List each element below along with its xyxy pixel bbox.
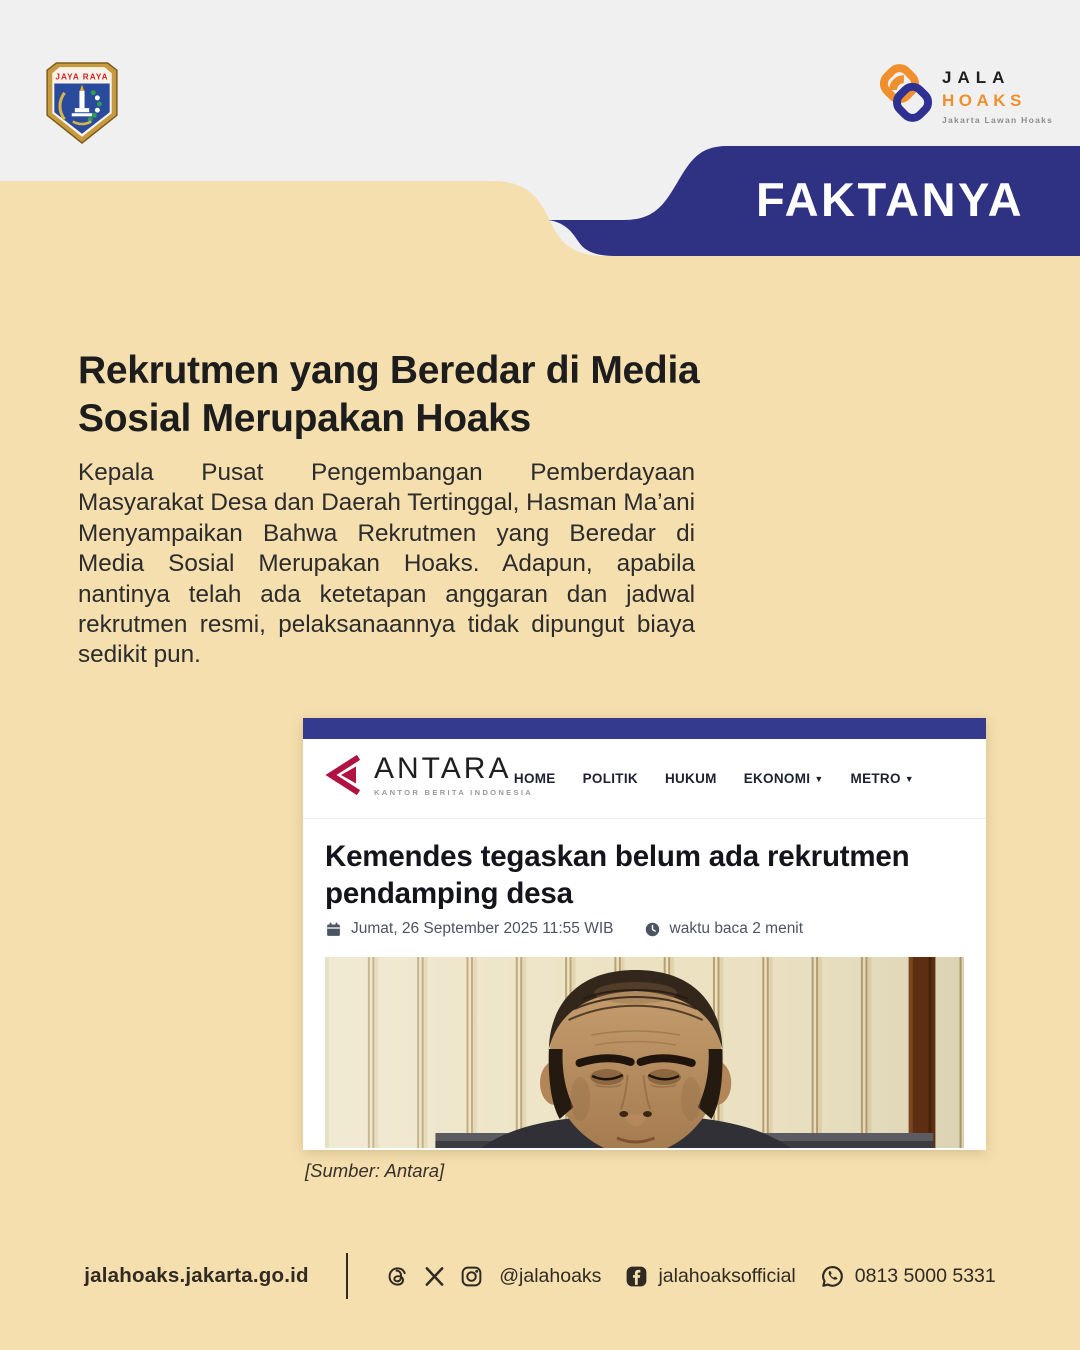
nav-metro[interactable]: METRO ▼ [850, 771, 914, 786]
source-caption: [Sumber: Antara] [305, 1160, 445, 1181]
jakarta-coat-of-arms [46, 62, 118, 144]
news-navbar [514, 739, 914, 818]
x-icon [423, 1265, 446, 1288]
jalahoaks-link-icon [878, 64, 934, 122]
antara-wordmark: ANTARA [374, 752, 512, 785]
news-site-header [303, 739, 986, 818]
footer-website: jalahoaks.jakarta.go.id [84, 1264, 309, 1287]
brand-word-jala: JALA [942, 68, 1011, 87]
threads-icon [385, 1264, 410, 1289]
footer-social-icons [385, 1264, 484, 1289]
news-meta [325, 920, 803, 938]
footer-bar [0, 1248, 1080, 1304]
antara-logo [323, 752, 533, 797]
instagram-icon [459, 1264, 484, 1289]
news-headline: Kemendes tegaskan belum ada rekrutmen pendamping desa [325, 840, 910, 910]
footer-facebook-account: jalahoaksofficial [658, 1264, 796, 1287]
nav-ekonomi[interactable]: EKONOMI ▼ [743, 771, 824, 786]
page-title: Rekrutmen yang Beredar di Media Sosial Merupakan Hoaks [78, 349, 700, 440]
fact-description: Kepala Pusat Pengembangan Pemberdayaan Masyarakat Desa dan Daerah Tertinggal, Hasman Ma’ani Menyampaikan Bahwa Rekrutmen yang Beredar di Media Sosial Merupakan Hoaks. Adapun, apabila nantinya telah ada ketetapan anggaran dan jadwal rekrutmen resmi, pelaksanaannya tidak dipungut biaya sedikit pun. [78, 459, 695, 669]
calendar-icon [325, 921, 342, 938]
footer-social-handle: @jalahoaks [499, 1264, 602, 1287]
footer-divider [346, 1253, 349, 1299]
jakarta-motto: JAYA RAYA [55, 72, 109, 82]
antara-subtitle: KANTOR BERITA INDONESIA [374, 788, 534, 797]
footer-whatsapp [819, 1263, 996, 1290]
header-divider [303, 818, 986, 819]
news-date: Jumat, 26 September 2025 11:55 WIB [351, 920, 614, 937]
clock-icon [644, 921, 661, 938]
brand-tagline: Jakarta Lawan Hoaks [942, 115, 1054, 125]
chevron-down-icon: ▼ [814, 773, 824, 784]
nav-home[interactable]: HOME [513, 771, 556, 786]
nav-politik[interactable]: POLITIK [582, 771, 638, 786]
brand-word-hoaks: HOAKS [942, 91, 1026, 110]
antara-mark-icon [323, 754, 363, 796]
jalahoaks-logo [878, 64, 1053, 125]
whatsapp-icon [819, 1263, 846, 1290]
facebook-icon [624, 1264, 649, 1289]
news-screenshot-card [303, 718, 986, 1150]
nav-hukum[interactable]: HUKUM [664, 771, 717, 786]
news-read-time: waktu baca 2 menit [669, 920, 804, 937]
news-photo-illustration [325, 957, 964, 1148]
news-site-topbar [303, 718, 986, 739]
faktanya-banner: FAKTANYA [755, 173, 1025, 226]
news-photo [325, 957, 964, 1148]
chevron-down-icon: ▼ [904, 773, 914, 784]
footer-phone: 0813 5000 5331 [854, 1264, 996, 1287]
footer-facebook [624, 1264, 795, 1289]
